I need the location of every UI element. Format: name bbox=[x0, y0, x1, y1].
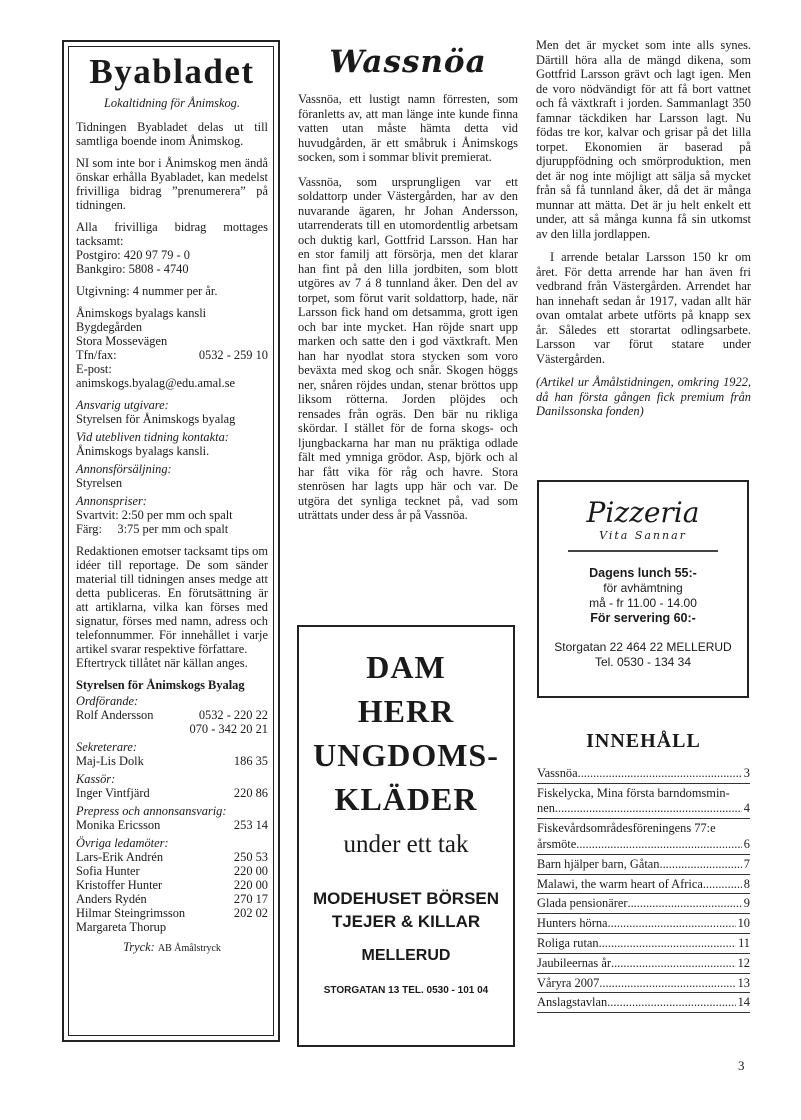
member-name: Lars-Erik Andrén bbox=[76, 850, 164, 864]
toc-item[interactable] bbox=[537, 819, 750, 855]
toc-item-title-cont: årsmöte bbox=[537, 836, 577, 851]
ansvarig-block bbox=[76, 398, 268, 426]
toc-item-title: Våryra 2007 bbox=[537, 975, 600, 990]
annonspriser-label: Annonspriser: bbox=[76, 494, 147, 508]
utgivning: Utgivning: 4 nummer per år. bbox=[76, 284, 218, 298]
member-phone: 220 00 bbox=[233, 864, 268, 878]
toc-item-page: 8 bbox=[743, 876, 750, 891]
phone-value: 0532 - 259 10 bbox=[198, 348, 268, 362]
ad-line: UNGDOMS- bbox=[313, 737, 499, 773]
contributions-block bbox=[76, 220, 268, 276]
member-name: Anders Rydén bbox=[76, 892, 147, 906]
member-row bbox=[76, 920, 268, 934]
toc-item[interactable] bbox=[537, 974, 750, 994]
contributions-text: Alla frivilliga bidrag mottages tacksamt: bbox=[76, 220, 268, 248]
toc-item-title: Jaubileernas år bbox=[537, 955, 611, 970]
member-name: Inger Vintfjärd bbox=[76, 786, 150, 800]
member-phone: 0532 - 220 22 bbox=[198, 708, 268, 722]
toc-item[interactable] bbox=[537, 764, 750, 784]
prepress-row bbox=[76, 818, 268, 832]
article-credit: (Artikel ur Åmålstidningen, omkring 1922, då han första gången fick premium från Danilssonska fonden) bbox=[536, 375, 751, 418]
annonsforsaljning-block bbox=[76, 462, 268, 490]
toc-leader bbox=[607, 995, 735, 1011]
member-name: Monika Ericsson bbox=[76, 818, 161, 832]
toc-item-title: Malawi, the warm heart of Africa bbox=[537, 876, 703, 891]
dine-in-price: För servering 60:- bbox=[590, 611, 696, 625]
article-paragraph: I arrende betalar Larsson 150 kr om året. För detta arrende har han även fri vedbrand från Västergården. Arrendet har han innehaft sedan år 1917, vadan allt här ovan omtalat arbete utförts på knapp sex år. Således ett storartat odlingsarbete. Larsson var förut statare under Västergården. bbox=[536, 250, 751, 366]
clothing-store-ad bbox=[297, 625, 515, 1047]
ad-headline bbox=[299, 645, 513, 821]
styrelse-title: Styrelsen för Ånimskogs Byalag bbox=[76, 678, 245, 692]
email-label: E-post: bbox=[76, 362, 112, 376]
kansli-line: Ånimskogs byalags kansli bbox=[76, 306, 207, 320]
toc-item[interactable] bbox=[537, 934, 750, 954]
toc-item-title: Barn hjälper barn, Gåtan bbox=[537, 856, 660, 871]
toc-leader bbox=[599, 976, 735, 992]
price-bw: Svartvit: 2:50 per mm och spalt bbox=[76, 508, 233, 522]
member-row bbox=[76, 850, 268, 864]
toc-item[interactable] bbox=[537, 894, 750, 914]
member-row bbox=[76, 878, 268, 892]
toc-leader bbox=[608, 916, 736, 932]
member-name: Rolf Andersson bbox=[76, 708, 154, 722]
member-phone: 253 14 bbox=[233, 818, 268, 832]
member-phone: 250 53 bbox=[233, 850, 268, 864]
member-phone: 186 35 bbox=[233, 754, 268, 768]
toc-leader bbox=[555, 801, 742, 817]
toc-item-page: 9 bbox=[743, 896, 750, 911]
lunch-hours: må - fr 11.00 - 14.00 bbox=[589, 596, 697, 610]
toc-item-title-cont: nen bbox=[537, 801, 555, 816]
sekreterare-label: Sekreterare: bbox=[76, 740, 138, 754]
member-phone: 070 - 342 20 21 bbox=[189, 722, 268, 736]
member-name: Margareta Thorup bbox=[76, 920, 167, 934]
wassnoa-article bbox=[298, 42, 518, 533]
phone-label: Tfn/fax: bbox=[76, 348, 117, 362]
kassor-label: Kassör: bbox=[76, 772, 116, 786]
toc-item-page: 11 bbox=[738, 935, 750, 950]
postgiro: Postgiro: 420 97 79 - 0 bbox=[76, 248, 190, 262]
article-title: Wassnöa bbox=[329, 44, 487, 80]
pizzeria-address: Storgatan 22 464 22 MELLERUD bbox=[554, 640, 732, 654]
toc-item-title: Glada pensionärer bbox=[537, 896, 628, 911]
ad-city: MELLERUD bbox=[361, 947, 451, 964]
ad-address: STORGATAN 13 TEL. 0530 - 101 04 bbox=[323, 985, 489, 996]
ad-tagline: under ett tak bbox=[343, 831, 469, 858]
member-row bbox=[76, 864, 268, 878]
table-of-contents bbox=[537, 730, 750, 1013]
toc-item-page: 10 bbox=[737, 916, 750, 931]
toc-item[interactable] bbox=[537, 855, 750, 875]
ovriga-label: Övriga ledamöter: bbox=[76, 836, 169, 850]
toc-item-title: Anslagstavlan bbox=[537, 995, 608, 1010]
byabladet-info-box bbox=[62, 40, 280, 1042]
annonspriser-block bbox=[76, 494, 268, 536]
member-name: Maj-Lis Dolk bbox=[76, 754, 144, 768]
pizzeria-logo bbox=[568, 498, 718, 552]
toc-leader bbox=[599, 936, 736, 952]
bankgiro: Bankgiro: 5808 - 4740 bbox=[76, 262, 189, 276]
utebliven-value: Ånimskogs byalags kansli. bbox=[76, 444, 210, 458]
toc-item-page: 14 bbox=[737, 995, 750, 1010]
toc-item-page: 13 bbox=[737, 975, 750, 990]
prepress-label: Prepress och annonsansvarig: bbox=[76, 804, 227, 818]
annonsforsaljning-label: Annonsförsäljning: bbox=[76, 462, 172, 476]
toc-item-page: 4 bbox=[743, 801, 750, 816]
toc-leader bbox=[576, 837, 742, 853]
toc-item[interactable] bbox=[537, 875, 750, 895]
shop-subtitle: TJEJER & KILLAR bbox=[331, 912, 481, 931]
toc-item-page: 7 bbox=[743, 856, 750, 871]
member-name: Kristoffer Hunter bbox=[76, 878, 163, 892]
pizzeria-logo-text: Pizzeria bbox=[586, 496, 700, 529]
phone-row bbox=[76, 348, 268, 362]
email-value: animskogs.byalag@edu.amal.se bbox=[76, 376, 236, 390]
member-list bbox=[76, 850, 268, 934]
price-color: Färg: 3:75 per mm och spalt bbox=[76, 522, 229, 536]
print-value: AB Åmålstryck bbox=[157, 943, 221, 954]
ad-shop bbox=[299, 887, 513, 933]
kansli-line: Stora Mossevägen bbox=[76, 334, 168, 348]
kansli-block bbox=[76, 306, 268, 390]
utebliven-block bbox=[76, 430, 268, 458]
redaktion-paragraph: Redaktionen emotser tacksamt tips om idéer till reportage. De som sänder material till tidningen anses medge att detta publiceras. En förutsättning är att artiklarna, vilka kan förses med signatur, förses med namn, adress och telefonnummer. För innehållet i varje artikel svarar respektive författare. bbox=[76, 544, 269, 656]
toc-item-page: 3 bbox=[743, 765, 750, 780]
toc-item-page: 12 bbox=[737, 955, 750, 970]
member-row bbox=[76, 906, 268, 920]
shop-name: MODEHUSET BÖRSEN bbox=[312, 889, 500, 908]
member-phone: 220 86 bbox=[233, 786, 268, 800]
article-continuation bbox=[536, 38, 751, 419]
toc-leader bbox=[659, 857, 741, 873]
member-phone: 270 17 bbox=[233, 892, 268, 906]
toc-item-title: Hunters hörna bbox=[537, 916, 608, 931]
sekreterare-row bbox=[76, 754, 268, 768]
member-phone: 220 00 bbox=[233, 878, 268, 892]
member-row bbox=[76, 892, 268, 906]
ad-line: DAM bbox=[366, 649, 446, 685]
print-credit bbox=[76, 940, 268, 956]
toc-item-line bbox=[537, 801, 750, 817]
member-name: Sofia Hunter bbox=[76, 864, 140, 878]
toc-leader bbox=[703, 877, 742, 893]
pizzeria-ad bbox=[537, 480, 749, 698]
toc-item-title: Fiskevårdsområdesföreningens 77:e bbox=[537, 821, 716, 836]
toc-leader bbox=[627, 896, 741, 912]
toc-item[interactable] bbox=[537, 954, 750, 974]
toc-leader bbox=[611, 956, 736, 972]
utebliven-label: Vid utebliven tidning kontakta: bbox=[76, 430, 229, 444]
toc-item-title: Vassnöa bbox=[537, 765, 578, 780]
ordforande-row bbox=[76, 708, 268, 722]
toc-item-page: 6 bbox=[743, 836, 750, 851]
toc-item-title: Roliga rutan bbox=[537, 935, 599, 950]
toc-item-title: Fiskelycka, Mina första barndomsmin- bbox=[537, 785, 730, 800]
pizzeria-phone: Tel. 0530 - 134 34 bbox=[594, 655, 692, 669]
subscription-paragraph: NI som inte bor i Ånimskog men ändå önskar erhålla Byabladet, kan medelst frivilliga bidrag ”prenumerera” på tidningen. bbox=[76, 156, 268, 212]
kansli-line: Bygdegården bbox=[76, 320, 143, 334]
subtitle: Lokaltidning för Ånimskog. bbox=[104, 96, 240, 110]
article-paragraph: Vassnöa, ett lustigt namn förresten, som föranletts av, att man länge inte kunde finna vatten utan måste hämta detta vid huvudgården, är ett småbruk i Ånimskogs socken, som i sommar blivit premierat. bbox=[298, 92, 518, 164]
page-number: 3 bbox=[738, 1058, 745, 1073]
ad-line: KLÄDER bbox=[334, 781, 478, 817]
toc-title: INNEHÅLL bbox=[586, 730, 701, 752]
toc-leader bbox=[578, 766, 742, 782]
toc-item[interactable] bbox=[537, 784, 750, 820]
pizzeria-logo-subtext: Vita Sannar bbox=[599, 529, 687, 542]
takeaway-note: för avhämtning bbox=[603, 581, 683, 595]
lunch-price: Dagens lunch 55:- bbox=[589, 566, 697, 580]
print-label: Tryck: bbox=[123, 940, 155, 954]
article-paragraph: Men det är mycket som inte alls synes. Därtill höra alla de mängd dikena, som Gottfrid Larsson grävt och lagt igen. Men de voro nödvändigt för att få bort vattnet och få växtkraft i jorden. Sammanlagt 350 famnar täckdiken har Larsson lagt. Nu födas tre kor, kalvar och grisar på det lilla torpet. Ekonomien är baserad på djuruppfödning och smörproduktion, men det är nog inte möjligt att sälja så mycket från så få tunnland åker, då det är många munnar att mätta. Det är ju helt enkelt ett under, att så många kunna få sin utkomst av den lilla jordlappen. bbox=[536, 38, 751, 241]
ordforande-label: Ordförande: bbox=[76, 694, 139, 708]
kassor-row bbox=[76, 786, 268, 800]
toc-item[interactable] bbox=[537, 993, 750, 1013]
ansvarig-value: Styrelsen för Ånimskogs byalag bbox=[76, 412, 236, 426]
ad-line: HERR bbox=[357, 693, 455, 729]
masthead: Byabladet bbox=[89, 52, 255, 91]
eftertryck: Eftertryck tillåtet när källan anges. bbox=[76, 656, 248, 670]
member-phone: 202 02 bbox=[233, 906, 268, 920]
toc-item[interactable] bbox=[537, 914, 750, 934]
article-paragraph: Vassnöa, som ursprungligen var ett soldattorp under Västergården, har av den nuvarande ägaren, hr Johan Andersson, utarrenderats till en utomordentlig arbetsam och duktig karl, Gottfrid Larsson. Han har en stor familj att försörja, men det klarar han fint på den lilla jordbiten, som blott utgöres av 7 á 8 tunnland åker. Den del av torpet, som förut varit soldattorp, hade, när Larsson fick hand om detsamma, grott igen och bar inte mycket. Han röjde snart upp marken och satte den i god växtkraft. Men han har nyodlat stora stycken som voro beväxta med skog och snår. Skogen höggs ner, snåren röjdes undan, stenar bröttos upp liksom rötterna. Jorden plöjdes och rensades från ogräs. Den bär nu rikliga skördar. I stället för de forna skogs- och ljungbackarna har man nu präktiga odlade fält med ymniga grödor. Asp, björk och al har fått vika för råg och havre. Stora stenrösen har lagts upp här och var. De utgöra det synliga tecknet på, vad som uträttats under dess år på Vassnöa. bbox=[298, 174, 518, 522]
member-name: Hilmar Steingrimsson bbox=[76, 906, 186, 920]
annonsforsaljning-value: Styrelsen bbox=[76, 476, 123, 490]
toc-item-line bbox=[537, 837, 750, 853]
intro-paragraph: Tidningen Byabladet delas ut till samtliga boende inom Ånimskog. bbox=[76, 120, 268, 148]
ansvarig-label: Ansvarig utgivare: bbox=[76, 398, 169, 412]
